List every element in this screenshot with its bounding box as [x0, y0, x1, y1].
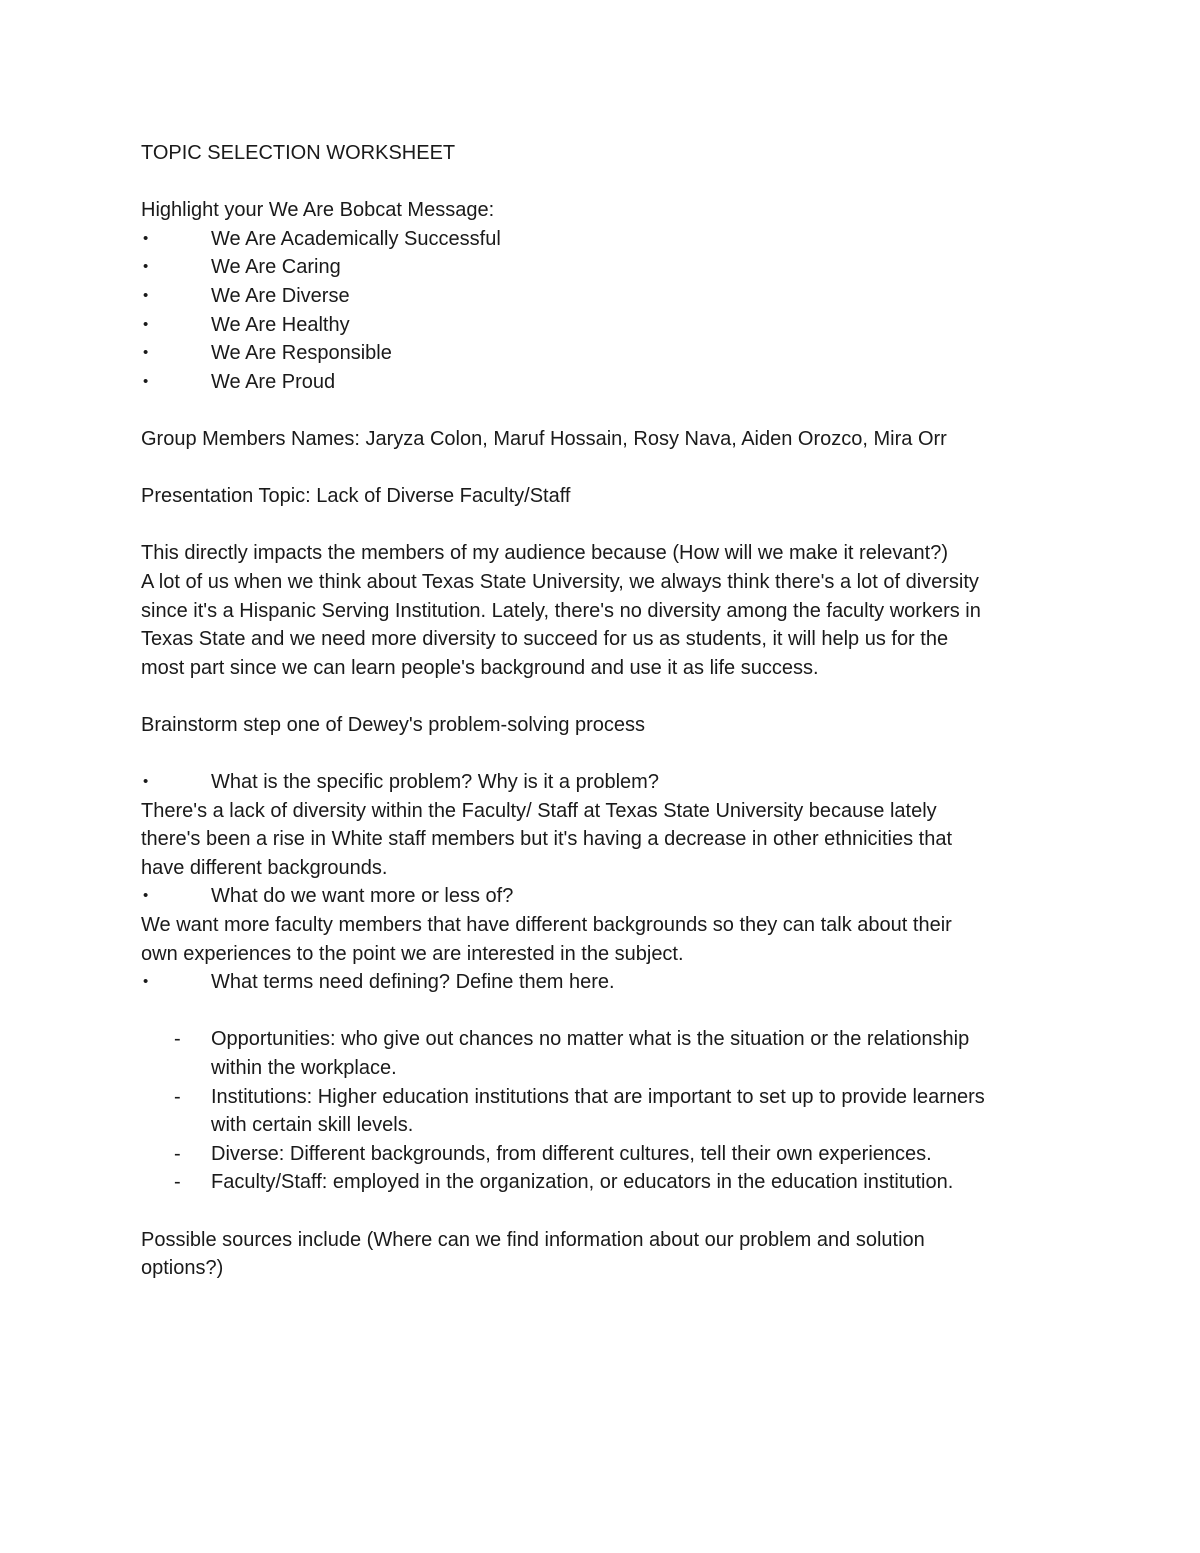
dash-icon: - — [174, 1028, 181, 1051]
answer-line: own experiences to the point we are interested in the subject. — [141, 942, 684, 965]
message-text: We Are Responsible — [211, 342, 392, 365]
definition-item — [141, 1025, 1061, 1082]
bullet-icon: • — [143, 973, 149, 991]
answer-line: There's a lack of diversity within the Faculty/ Staff at Texas State University because lately — [141, 799, 937, 822]
definition-line: Faculty/Staff: employed in the organization, or educators in the education institution. — [211, 1171, 954, 1194]
sources-line: options?) — [141, 1257, 224, 1280]
sources-line: Possible sources include (Where can we find information about our problem and solution — [141, 1228, 925, 1251]
message-text: We Are Healthy — [211, 313, 350, 336]
spacer — [141, 682, 1061, 711]
spacer — [141, 168, 1061, 197]
presentation-topic: Presentation Topic: Lack of Diverse Faculty/Staff — [141, 485, 571, 508]
definition-item — [141, 1168, 1061, 1197]
bullet-icon: • — [143, 372, 149, 390]
relevance-text-line: most part since we can learn people's background and use it as life success. — [141, 656, 819, 679]
question-text: What terms need defining? Define them here. — [211, 971, 615, 994]
spacer — [141, 396, 1061, 425]
bullet-icon: • — [143, 229, 149, 247]
spacer — [141, 739, 1061, 768]
bullet-icon: • — [143, 258, 149, 276]
dash-icon: - — [174, 1142, 181, 1165]
relevance-text-line: Texas State and we need more diversity to succeed for us as students, it will help us for the — [141, 628, 949, 651]
relevance-prompt: This directly impacts the members of my audience because (How will we make it relevant?) — [141, 542, 948, 565]
question-item — [141, 882, 1061, 911]
message-text: We Are Proud — [211, 370, 336, 393]
document-page — [141, 139, 1061, 1283]
dash-icon: - — [174, 1085, 181, 1108]
message-text: We Are Academically Successful — [211, 227, 501, 250]
definition-text — [211, 1025, 1061, 1082]
definition-text — [211, 1168, 1061, 1197]
definition-list — [141, 1025, 1061, 1197]
question-item — [141, 768, 1061, 797]
definition-item — [141, 1140, 1061, 1169]
list-item — [141, 339, 1061, 368]
definition-line: Diverse: Different backgrounds, from different cultures, tell their own experiences. — [211, 1142, 932, 1165]
group-members: Group Members Names: Jaryza Colon, Maruf Hossain, Rosy Nava, Aiden Orozco, Mira Orr — [141, 427, 947, 450]
spacer — [141, 1197, 1061, 1226]
document-title: TOPIC SELECTION WORKSHEET — [141, 142, 456, 164]
dash-icon: - — [174, 1171, 181, 1194]
question-text: What do we want more or less of? — [211, 885, 514, 908]
answer-line: We want more faculty members that have different backgrounds so they can talk about their — [141, 914, 952, 937]
list-item — [141, 225, 1061, 254]
message-text: We Are Caring — [211, 256, 341, 279]
definition-text — [211, 1140, 1061, 1169]
definition-line: within the workplace. — [211, 1057, 397, 1079]
definition-text — [211, 1083, 1061, 1140]
definition-line: Institutions: Higher education institutions that are important to set up to provide learners — [211, 1085, 985, 1108]
answer-line: there's been a rise in White staff members but it's having a decrease in other ethnicities that — [141, 828, 953, 851]
spacer — [141, 997, 1061, 1026]
bullet-icon: • — [143, 344, 149, 362]
spacer — [141, 454, 1061, 483]
message-list — [141, 225, 1061, 397]
list-item — [141, 368, 1061, 397]
question-item — [141, 968, 1061, 997]
message-text: We Are Diverse — [211, 284, 350, 307]
bullet-icon: • — [143, 286, 149, 304]
brainstorm-heading: Brainstorm step one of Dewey's problem-solving process — [141, 713, 646, 736]
list-item — [141, 253, 1061, 282]
question-text: What is the specific problem? Why is it a problem? — [211, 771, 659, 794]
spacer — [141, 511, 1061, 540]
definition-item — [141, 1083, 1061, 1140]
answer-line: have different backgrounds. — [141, 856, 388, 879]
relevance-text-line: since it's a Hispanic Serving Institution. Lately, there's no diversity among the faculty workers in — [141, 599, 981, 622]
definition-line: Opportunities: who give out chances no matter what is the situation or the relationship — [211, 1028, 970, 1051]
list-item — [141, 282, 1061, 311]
bullet-icon: • — [143, 887, 149, 905]
list-item — [141, 311, 1061, 340]
relevance-text-line: A lot of us when we think about Texas State University, we always think there's a lot of diversity — [141, 570, 979, 593]
bullet-icon: • — [143, 315, 149, 333]
bullet-icon: • — [143, 773, 149, 791]
definition-line: with certain skill levels. — [211, 1114, 414, 1137]
highlight-heading: Highlight your We Are Bobcat Message: — [141, 199, 495, 222]
